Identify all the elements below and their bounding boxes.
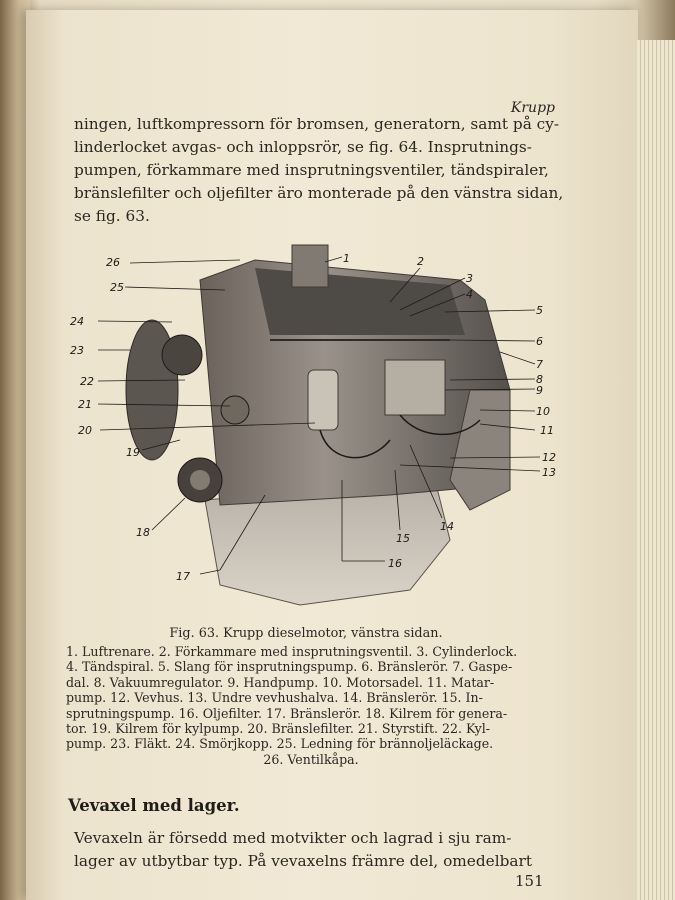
callout-16: 16	[388, 557, 402, 570]
pulley-shape	[162, 335, 202, 375]
callout-23: 23	[70, 344, 84, 357]
section-heading: Vevaxel med lager.	[68, 796, 240, 815]
legend-line: pump. 23. Fläkt. 24. Smörjkopp. 25. Ledning för brännoljeläckage.	[66, 736, 494, 752]
callout-4: 4	[466, 288, 473, 301]
intro-line: ningen, luftkompressorn för bromsen, generatorn, samt på cy-	[74, 115, 560, 133]
legend-line: pump. 12. Vevhus. 13. Undre vevhushalva. 14. Bränslerör. 15. In-	[66, 690, 483, 706]
callout-3: 3	[466, 272, 473, 285]
callout-21: 21	[78, 398, 92, 411]
legend-line: 4. Tändspiral. 5. Slang för insprutningspump. 6. Bränslerör. 7. Gaspe-	[66, 659, 513, 675]
callout-15: 15	[396, 532, 410, 545]
legend-line: 26. Ventilkåpa.	[263, 751, 359, 767]
legend-line: sprutningspump. 16. Oljefilter. 17. Bränslerör. 18. Kilrem för genera-	[66, 705, 508, 721]
page-number: 151	[515, 872, 544, 890]
legend-line: 1. Luftrenare. 2. Förkammare med insprutningsventil. 3. Cylinderlock.	[66, 644, 518, 659]
callout-11: 11	[540, 424, 554, 437]
callout-8: 8	[536, 373, 543, 386]
intro-line: se fig. 63.	[74, 207, 150, 225]
legend-line: dal. 8. Vakuumregulator. 9. Handpump. 10. Motorsadel. 11. Matar-	[66, 674, 495, 690]
intro-line: pumpen, förkammare med insprutningsventiler, tändspiraler,	[74, 161, 549, 179]
intro-line: bränslefilter och oljefilter äro monterade på den vänstra sidan,	[74, 184, 564, 202]
callout-14: 14	[440, 520, 454, 533]
figure-legend	[66, 644, 556, 767]
page-stack-edge	[637, 40, 675, 900]
intro-line: linderlocket avgas- och inloppsrör, se fig. 64. Insprutnings-	[74, 138, 532, 156]
callout-22: 22	[80, 375, 94, 388]
callout-7: 7	[536, 358, 543, 371]
callout-2: 2	[417, 255, 424, 268]
callout-9: 9	[536, 384, 543, 397]
body-line: lager av utbytbar typ. På vevaxelns främre del, omedelbart	[74, 852, 532, 870]
pulley-shape	[221, 396, 249, 424]
oil-filter-shape	[308, 370, 338, 430]
callout-12: 12	[542, 451, 556, 464]
injection-pump-shape	[385, 360, 445, 415]
callout-6: 6	[536, 335, 543, 348]
callout-18: 18	[136, 526, 150, 539]
callout-19: 19	[126, 446, 140, 459]
engine-figure	[70, 240, 570, 615]
callout-25: 25	[110, 281, 124, 294]
pulley-shape	[190, 470, 210, 490]
body-paragraph	[74, 827, 558, 873]
body-line: Vevaxeln är försedd med motvikter och lagrad i sju ram-	[74, 829, 512, 847]
callout-1: 1	[343, 252, 350, 265]
engine-illustration	[70, 240, 570, 615]
legend-line: tor. 19. Kilrem för kylpump. 20. Bränslefilter. 21. Styrstift. 22. Kyl-	[66, 721, 491, 737]
intro-paragraph	[74, 113, 564, 228]
figure-caption-title: Fig. 63. Krupp dieselmotor, vänstra sidan.	[169, 626, 443, 641]
air-cleaner-shape	[292, 245, 328, 287]
callout-24: 24	[70, 315, 84, 328]
callout-20: 20	[78, 424, 92, 437]
callout-10: 10	[536, 405, 550, 418]
running-head: Krupp	[510, 100, 555, 116]
callout-13: 13	[542, 466, 556, 479]
callout-5: 5	[536, 304, 543, 317]
callout-17: 17	[176, 570, 190, 583]
callout-26: 26	[106, 256, 120, 269]
